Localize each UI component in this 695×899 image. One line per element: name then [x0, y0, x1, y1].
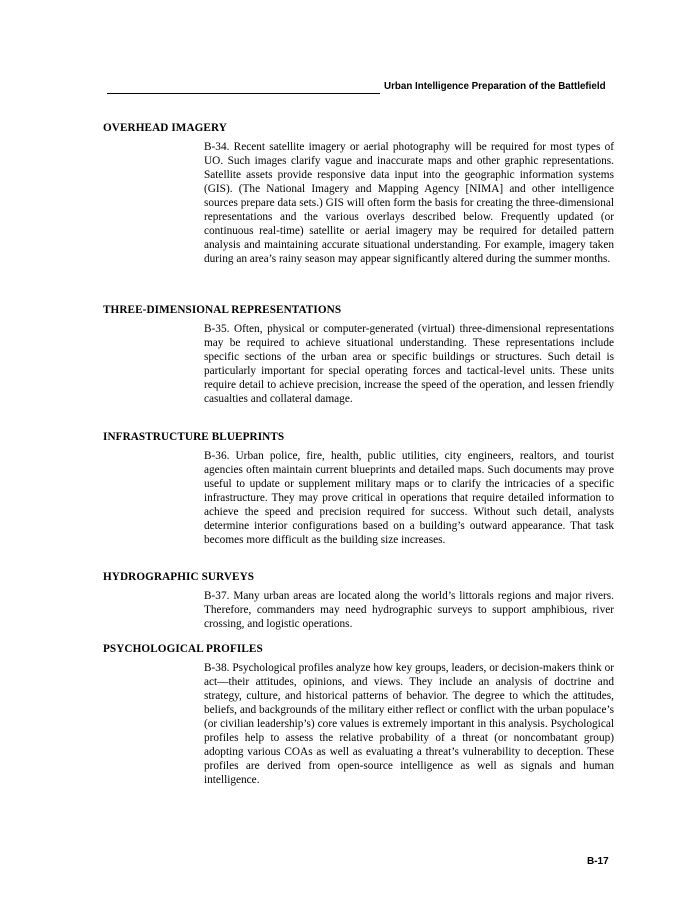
section-heading-hydrographic-surveys: HYDROGRAPHIC SURVEYS	[103, 571, 255, 583]
paragraph-b-38: B-38. Psychological profiles analyze how key groups, leaders, or decision-makers think or act—their attitudes, opinions, and views. They include an analysis of doctrine and strategy, culture, and historical patterns of behavior. The degree to which the attitudes, beliefs, and backgrounds of the military either reflect or conflict with the urban populace’s (or civilian leadership’s) core values is extremely important in this analysis. Psychological profiles help to assess the relative probability of a threat (or noncombatant group) adopting various COAs as well as evaluating a threat’s vulnerability to deception. These profiles are derived from open-source intelligence as well as signals and human intelligence.	[204, 662, 614, 787]
section-heading-overhead-imagery: OVERHEAD IMAGERY	[103, 122, 227, 134]
paragraph-b-34: B-34. Recent satellite imagery or aerial photography will be required for most types of UO. Such images clarify vague and inaccurate maps and other graphic representations. Satellite assets provide responsive data input into the geographic information systems (GIS). (The National Imagery and Mapping Agency [NIMA] and other intelligence sources prepare data sets.) GIS will often form the basis for creating the three-dimensional representations and the various overlays described below. Frequently updated (or continuous real-time) satellite or aerial imagery may be required for detailed pattern analysis and maintaining accurate situational understanding. For example, imagery taken during an area’s rainy season may appear significantly altered during the summer months.	[204, 141, 614, 266]
section-heading-three-dimensional-representations: THREE-DIMENSIONAL REPRESENTATIONS	[103, 304, 342, 316]
paragraph-b-37: B-37. Many urban areas are located along the world’s littorals regions and major rivers. Therefore, commanders may need hydrographic surveys to support amphibious, river crossing, and logistic operations.	[204, 590, 614, 631]
running-header: Urban Intelligence Preparation of the Battlefield	[384, 81, 606, 92]
paragraph-b-36: B-36. Urban police, fire, health, public utilities, city engineers, realtors, and tourist agencies often maintain current blueprints and detailed maps. Such documents may prove useful to update or supplement military maps or to clarify the intricacies of a specific infrastructure. They may prove critical in operations that require detailed information to achieve the speed and precision required for success. Without such detail, analysts determine interior configurations based on a building’s outward appearance. That task becomes more difficult as the building size increases.	[204, 450, 614, 547]
paragraph-b-35: B-35. Often, physical or computer-generated (virtual) three-dimensional representations may be required to achieve situational understanding. These representations include specific sections of the urban area or specific buildings or structures. Such detail is particularly important for special operating forces and tactical-level units. These units require detail to achieve precision, increase the speed of the operation, and lessen friendly casualties and collateral damage.	[204, 323, 614, 406]
section-heading-psychological-profiles: PSYCHOLOGICAL PROFILES	[103, 643, 263, 655]
section-heading-infrastructure-blueprints: INFRASTRUCTURE BLUEPRINTS	[103, 431, 285, 443]
header-rule	[107, 93, 380, 94]
page-number: B-17	[587, 856, 609, 867]
